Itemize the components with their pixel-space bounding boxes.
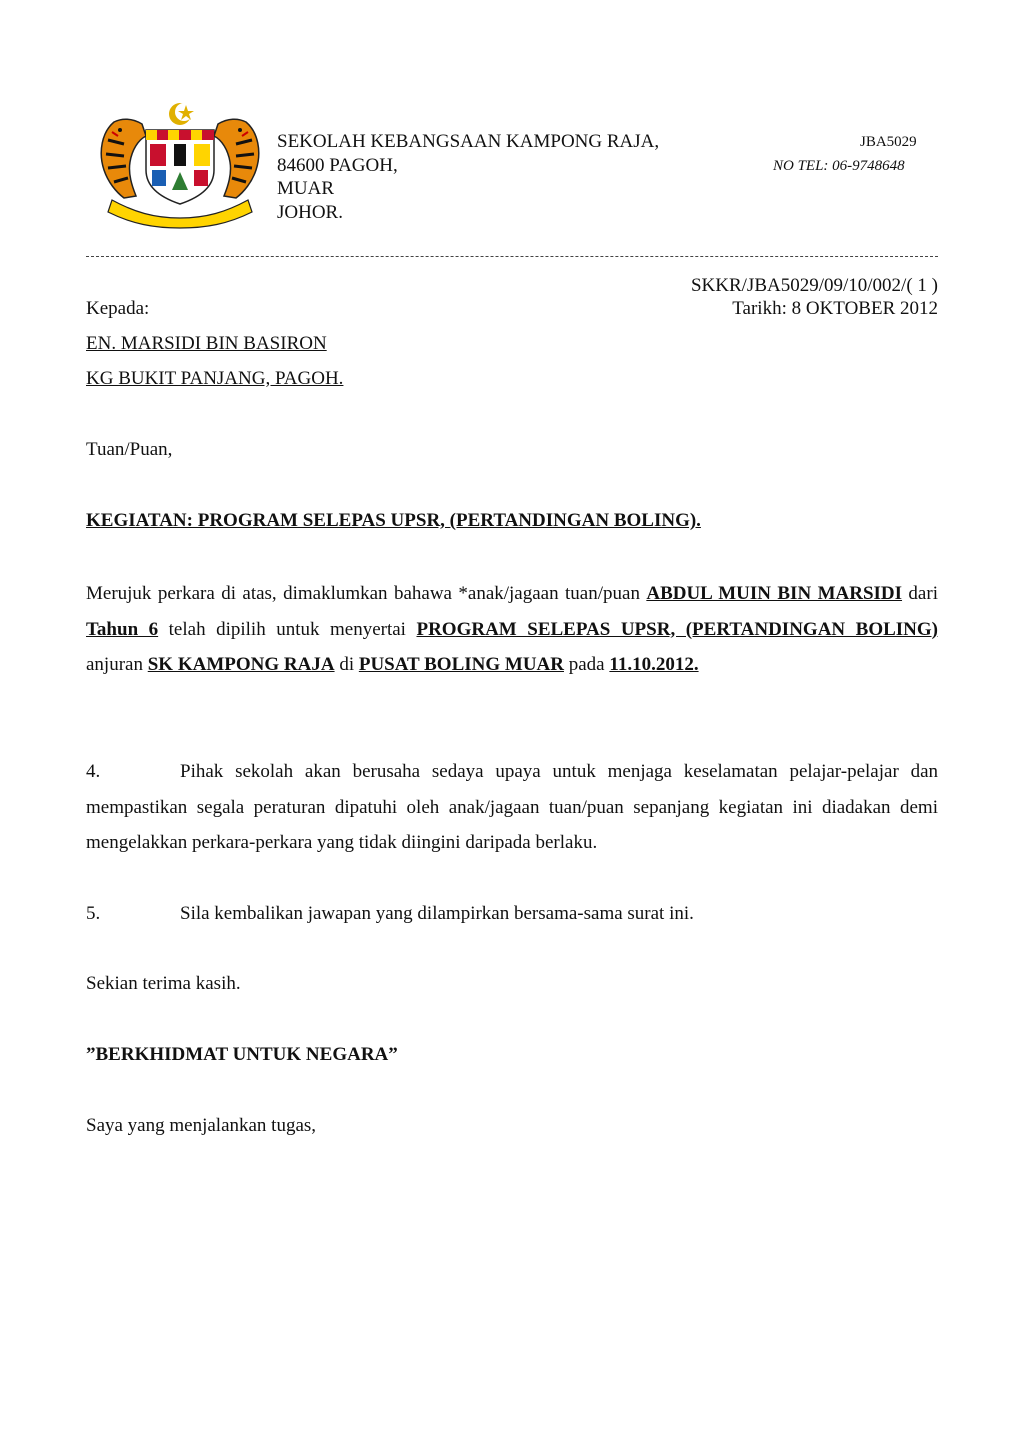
event-date: 11.10.2012.: [609, 654, 699, 675]
intro-text-4: anjuran: [86, 654, 148, 675]
closing-signoff: Saya yang menjalankan tugas,: [86, 1115, 317, 1136]
organizer-name: SK KAMPONG RAJA: [147, 654, 335, 675]
coat-of-arms-logo: [94, 100, 266, 230]
shield-icon: [146, 130, 214, 204]
letterhead-divider: [86, 256, 938, 257]
intro-text-5: di: [334, 654, 359, 675]
student-class: Tahun 6: [86, 618, 159, 640]
intro-text-2: dari: [902, 583, 938, 604]
recipient-address: KG BUKIT PANJANG, PAGOH.: [86, 368, 344, 389]
paragraph-5: [86, 896, 938, 932]
left-tiger-icon: [101, 119, 146, 198]
school-postcode-city: 84600 PAGOH,: [277, 155, 398, 176]
intro-text-3: telah dipilih untuk menyertai: [158, 618, 417, 640]
intro-text-1: Merujuk perkara di atas, dimaklumkan bahawa *anak/jagaan tuan/puan: [86, 583, 647, 604]
right-tiger-icon: [214, 119, 259, 198]
school-code: JBA5029: [860, 134, 917, 150]
program-name: PROGRAM SELEPAS UPSR, (PERTANDINGAN BOLING): [416, 618, 938, 640]
recipient-name: EN. MARSIDI BIN BASIRON: [86, 333, 327, 354]
paragraph-5-number: 5.: [86, 903, 101, 924]
paragraph-5-text: Sila kembalikan jawapan yang dilampirkan bersama-sama surat ini.: [180, 903, 694, 924]
intro-text-6: pada: [564, 654, 610, 675]
letter-subject: KEGIATAN: PROGRAM SELEPAS UPSR, (PERTANDINGAN BOLING).: [86, 510, 701, 531]
school-phone: NO TEL: 06-9748648: [773, 158, 905, 174]
recipient-label: Kepada:: [86, 298, 150, 319]
school-district: MUAR: [277, 178, 335, 199]
venue-name: PUSAT BOLING MUAR: [358, 654, 564, 675]
letter-date: Tarikh: 8 OKTOBER 2012: [732, 298, 938, 319]
paragraph-4: [86, 754, 938, 861]
school-state: JOHOR.: [277, 202, 343, 223]
closing-thanks: Sekian terima kasih.: [86, 973, 241, 994]
crescent-star-icon: [169, 103, 194, 125]
paragraph-4-number: 4.: [86, 761, 101, 782]
closing-motto: ”BERKHIDMAT UNTUK NEGARA”: [86, 1044, 398, 1065]
paragraph-4-text: Pihak sekolah akan berusaha sedaya upaya untuk menjaga keselamatan pelajar-pelajar dan mempastikan segala peraturan dipatuhi oleh anak/jagaan tuan/puan sepanjang kegiatan ini diadakan demi mengelakkan perkara-perkara yang tidak diingini daripada berlaku.: [86, 761, 938, 853]
student-name: ABDUL MUIN BIN MARSIDI: [646, 583, 903, 604]
school-name: SEKOLAH KEBANGSAAN KAMPONG RAJA,: [277, 131, 660, 152]
reference-number: SKKR/JBA5029/09/10/002/( 1 ): [690, 275, 938, 296]
salutation: Tuan/Puan,: [86, 439, 173, 460]
paragraph-intro: [86, 576, 938, 683]
